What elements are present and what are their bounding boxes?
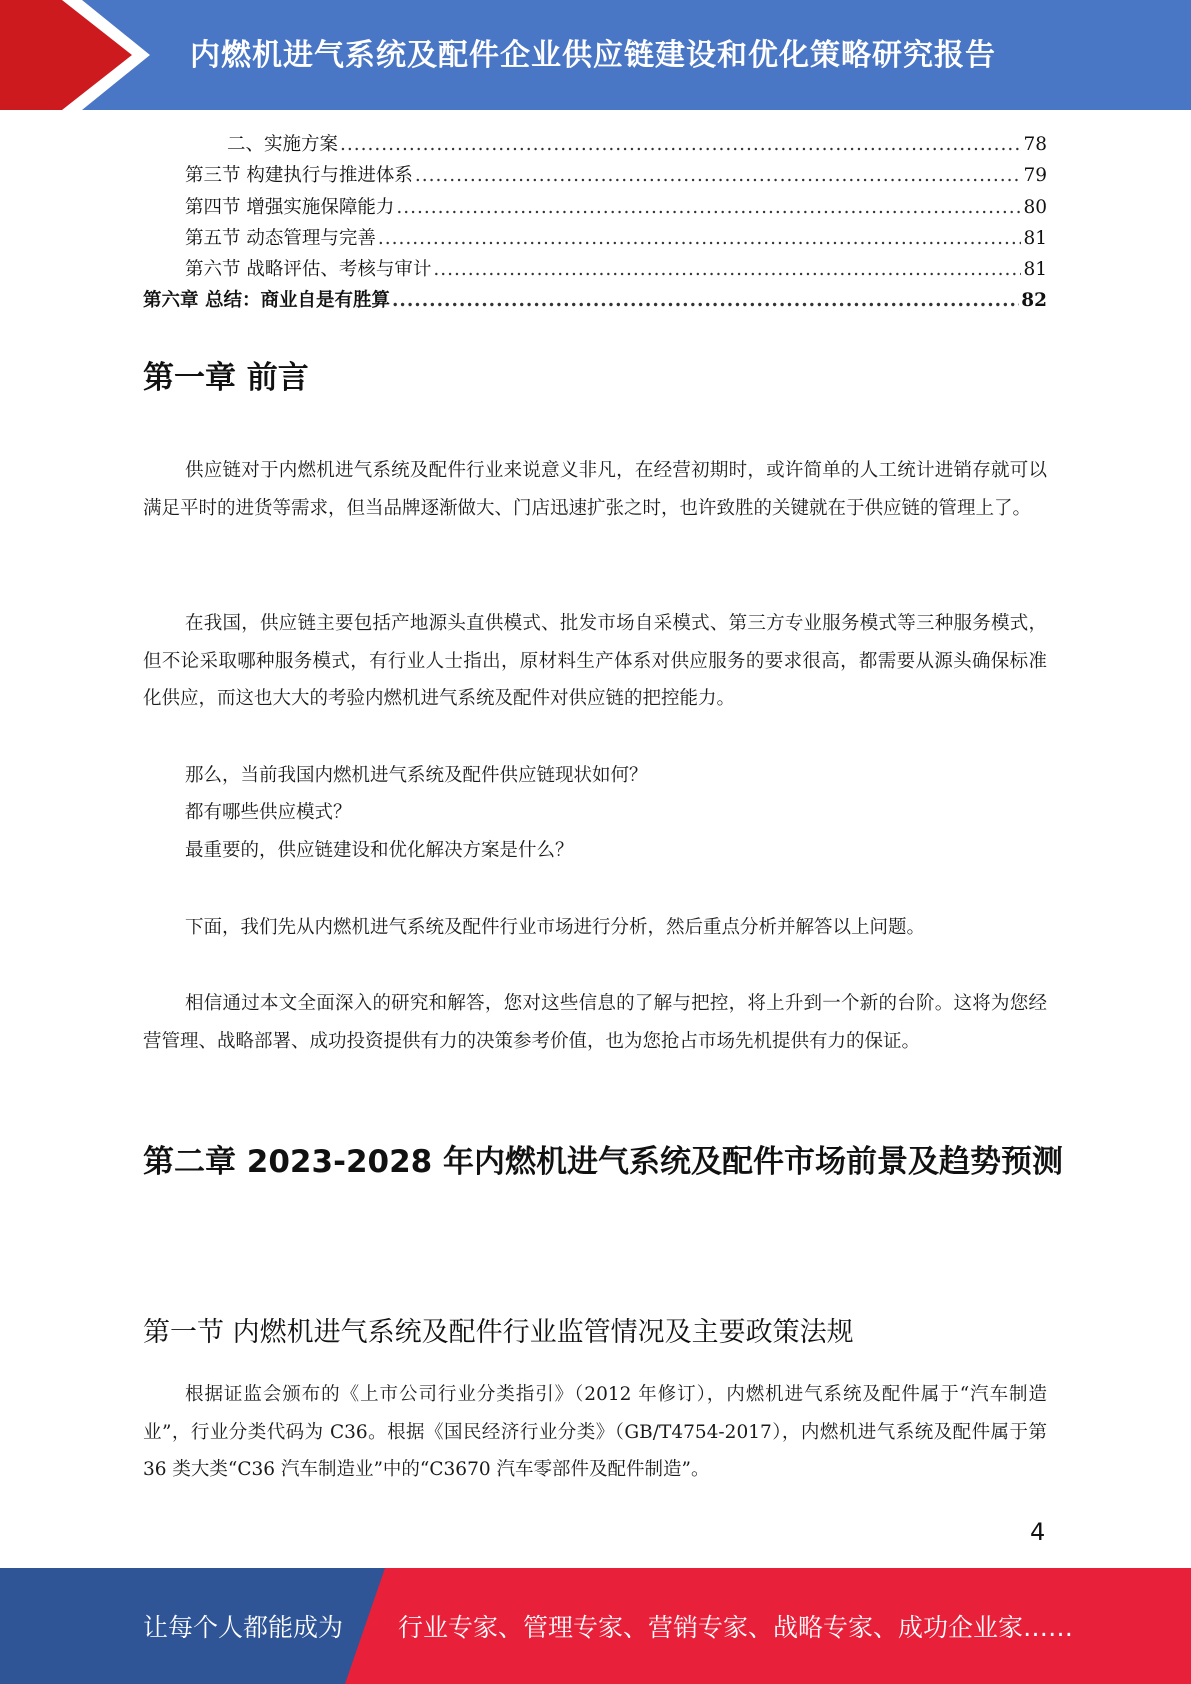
toc-entry-label: 二、实施方案: [227, 134, 339, 155]
chapter-1-question: 都有哪些供应模式？: [185, 802, 352, 823]
section-1-heading: 第一节 内燃机进气系统及配件行业监管情况及主要政策法规: [143, 1317, 854, 1348]
chapter-1-paragraph: 在我国，供应链主要包括产地源头直供模式、批发市场自采模式、第三方专业服务模式等三种服务模式，但不论采取哪种服务模式，有行业人士指出，原材料生产体系对供应服务的要求很高，都需要从源头确保标准化供应，而这也大大的考验内燃机进气系统及配件对供应链的把控能力。: [143, 613, 1047, 709]
toc-entry[interactable]: [143, 130, 1047, 161]
toc-leader-dots: [433, 259, 1021, 280]
toc-entry-page: 82: [1021, 290, 1047, 312]
toc-entry-label: 第三节 构建执行与推进体系: [185, 165, 413, 187]
toc-leader-dots: [396, 197, 1021, 218]
toc-entry-label: 第六章 总结：商业自是有胜算: [143, 290, 390, 312]
chapter-1-paragraph: 供应链对于内燃机进气系统及配件行业来说意义非凡，在经营初期时，或许简单的人工统计进销存就可以满足平时的进货等需求，但当品牌逐渐做大、门店迅速扩张之时，也许致胜的关键就在于供应链的管理上了。: [143, 460, 1047, 519]
toc-entry-page: 81: [1023, 227, 1047, 249]
chapter-2-heading: 第二章 2023-2028 年内燃机进气系统及配件市场前景及趋势预测: [143, 1144, 1064, 1180]
toc-entry[interactable]: [143, 193, 1047, 224]
footer-slogan-left: 让每个人都能成为: [143, 1613, 344, 1642]
section-1-paragraph: 根据证监会颁布的《上市公司行业分类指引》（2012 年修订），内燃机进气系统及配件属于“汽车制造业”，行业分类代码为 C36。根据《国民经济行业分类》（GB/T4754-2017），内燃机进气系统及配件属于第 36 类大类“C36 汽车制造业”中的“C3670 汽车零部件及配件制造”。: [143, 1384, 1047, 1480]
toc-entry-page: 80: [1023, 196, 1047, 218]
page-number: 4: [1030, 1518, 1046, 1546]
toc-leader-dots: [378, 228, 1022, 249]
table-of-contents: [143, 130, 1047, 318]
toc-entry-page: 78: [1023, 134, 1047, 155]
toc-entry-label: 第五节 动态管理与完善: [185, 227, 376, 249]
chapter-1-paragraph: 相信通过本文全面深入的研究和解答，您对这些信息的了解与把控，将上升到一个新的台阶。这将为您经营管理、战略部署、成功投资提供有力的决策参考价值，也为您抢占市场先机提供有力的保证。: [143, 993, 1047, 1052]
toc-entry[interactable]: [143, 286, 1047, 317]
toc-entry-label: 第六节 战略评估、考核与审计: [185, 259, 432, 281]
toc-entry[interactable]: [143, 224, 1047, 255]
toc-entry-page: 79: [1023, 165, 1047, 187]
page-header: [0, 0, 1191, 110]
chapter-1-question: 最重要的，供应链建设和优化解决方案是什么？: [185, 840, 574, 861]
page-footer: [0, 1568, 1191, 1684]
toc-entry-label: 第四节 增强实施保障能力: [185, 196, 395, 218]
toc-entry[interactable]: [143, 161, 1047, 192]
chapter-1-heading: 第一章 前言: [143, 360, 309, 396]
report-title: 内燃机进气系统及配件企业供应链建设和优化策略研究报告: [190, 38, 996, 73]
chapter-1-question: 那么，当前我国内燃机进气系统及配件供应链现状如何？: [185, 765, 648, 786]
toc-leader-dots: [415, 165, 1022, 186]
toc-leader-dots: [340, 134, 1021, 155]
chapter-1-paragraph: 下面，我们先从内燃机进气系统及配件行业市场进行分析，然后重点分析并解答以上问题。: [185, 917, 926, 938]
toc-entry[interactable]: [143, 255, 1047, 286]
toc-leader-dots: [392, 290, 1019, 311]
footer-slogan-right: 行业专家、管理专家、营销专家、战略专家、成功企业家……: [398, 1613, 1074, 1642]
toc-entry-page: 81: [1023, 259, 1047, 281]
